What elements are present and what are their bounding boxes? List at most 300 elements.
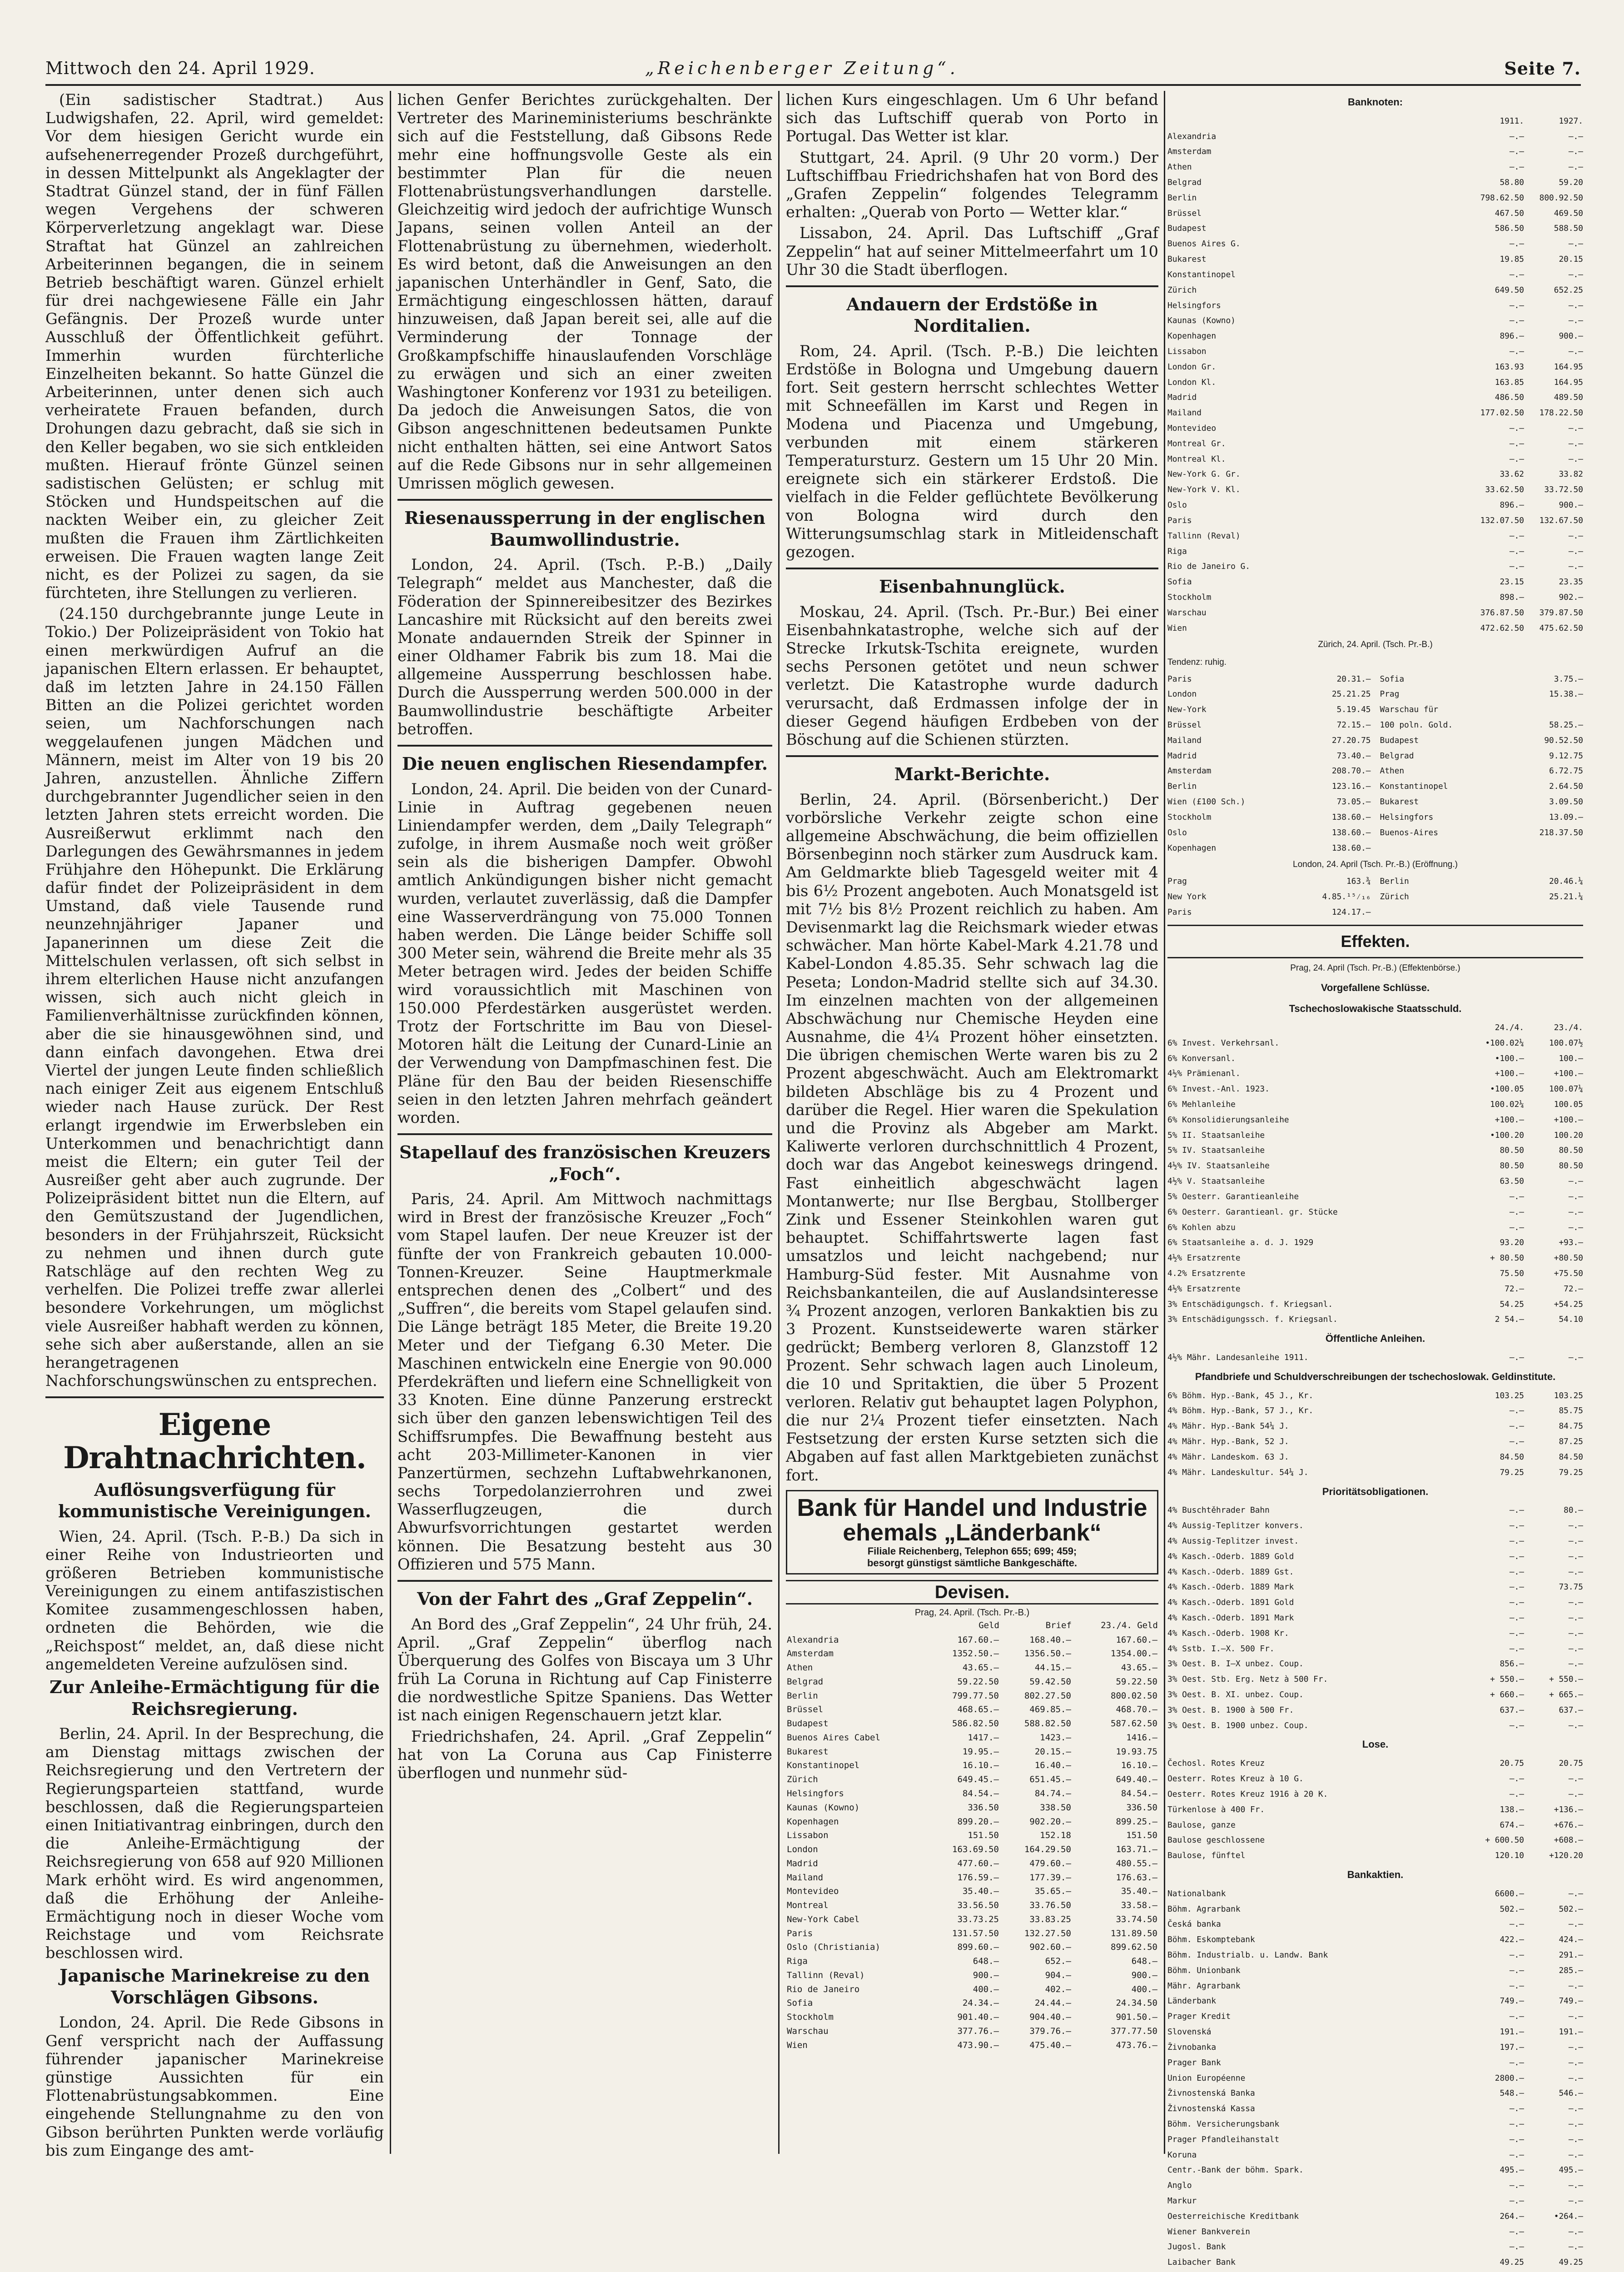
row-value: —.— bbox=[1568, 239, 1583, 249]
devisen-value: 1423.— bbox=[1040, 1732, 1071, 1743]
row-value: —.— bbox=[1509, 162, 1524, 172]
table-row bbox=[1167, 1297, 1583, 1312]
row-value: 33.82 bbox=[1559, 469, 1583, 479]
row-label: New York bbox=[1167, 892, 1207, 902]
devisen-value: 20.15.— bbox=[1034, 1746, 1071, 1757]
pfandbriefe-list bbox=[1167, 1388, 1583, 1480]
banknoten-header: 1911. bbox=[1500, 116, 1524, 126]
devisen-header: Brief bbox=[1045, 1620, 1072, 1630]
article-paragraph: (24.150 durchgebrannte junge Leute in Tokio.) Der Polizeipräsident von Tokio hat einen merkwürdigen Aufruf an die japanischen Eltern erlassen. Er behauptet, daß im letzten Jahre in 24.150 Fällen Bitten an die Polizei gerichtet worden seien, um Nachforschungen nach weggelaufenen jungen Mädchen und Männern, meist im Alter von 19 bis 20 Jahren, anzustellen. Ähnliche Ziffern durchgebrannter Jugendlicher seien in den letzten Jahren stets erreicht worden. Die Ausreißerwut erklimmt nach den Darlegungen des Gewährsmannes in jedem Frühjahre den Höhepunkt. Die Erklärung dafür findet der Polizeipräsident in dem Umstand, daß viele Tausende rund neunzehnjähriger Japaner und Japanerinnen um diese Zeit die Mittelschulen verlassen, oft sich selbst in ihrem elterlichen Hause nicht anzufangen wissen, sich auch nicht gleich in Familienverhältnisse zurückfinden können, aber die sie hinausgewöhnen sind, und dann einfach davongehen. Etwa drei Viertel der jungen Leute finden schließlich nach einiger Zeit aus eigenem Entschluß wieder nach Hause zurück. Der Rest erlangt irgendwie im Erwerbsleben ein Unterkommen und benachrichtigt dann meist die Eltern; ein guter Teil der Ausreißer geht aber auch zugrunde. Der Polizeipräsident bittet nun die Eltern, auf den Gemütszustand der Jugendlichen, besonders in der Frühjahrszeit, Rücksicht zu nehmen und ihnen durch gute Ratschläge auf den rechten Weg zu verhelfen. Die Polizei treffe zwar allerlei besondere Vorkehrungen, um möglichst viele Ausreißer habhaft werden zu können, sehe sich aber außerstande, allen an sie herangetragenen Nachforschungswünschen zu entsprechen. bbox=[45, 605, 384, 1390]
bank-ad-contact: Filiale Reichenberg, Telephon 655; 699; 459; bbox=[867, 1545, 1077, 1557]
row-value: —.— bbox=[1509, 1353, 1524, 1363]
table-row bbox=[1167, 1450, 1583, 1465]
row-label: Paris bbox=[1167, 515, 1192, 525]
devisen-currency: Oslo (Christiania) bbox=[787, 1942, 880, 1953]
row-value: 84.50 bbox=[1559, 1452, 1583, 1462]
row-value: —.— bbox=[1568, 546, 1583, 556]
row-value: 120.10 bbox=[1495, 1851, 1524, 1861]
row-value: —.— bbox=[1509, 316, 1524, 326]
row-value: —.— bbox=[1509, 2058, 1524, 2068]
row-value: —.— bbox=[1509, 1521, 1524, 1531]
devisen-title: Devisen. bbox=[786, 1580, 1158, 1604]
row-value: 3.75.— bbox=[1554, 674, 1583, 684]
table-row bbox=[1167, 1963, 1583, 1978]
devisen-value: 902.20.— bbox=[1029, 1816, 1071, 1827]
row-value: —.— bbox=[1568, 1521, 1583, 1531]
row-value: —.— bbox=[1509, 546, 1524, 556]
row-value: 20.75 bbox=[1559, 1759, 1583, 1769]
table-row bbox=[1167, 2209, 1583, 2224]
row-value: •100.05 bbox=[1490, 1084, 1524, 1094]
devisen-currency: New-York Cabel bbox=[787, 1914, 860, 1924]
row-label: 4% Kasch.-Oderb. 1889 Gst. bbox=[1167, 1567, 1294, 1577]
row-value: 58.80 bbox=[1500, 178, 1524, 188]
row-value: 749.— bbox=[1559, 1996, 1583, 2006]
zurich-list bbox=[1167, 672, 1583, 856]
row-value: —.— bbox=[1509, 2150, 1524, 2160]
row-value: 2.64.50 bbox=[1549, 782, 1583, 792]
devisen-value: 900.— bbox=[973, 1970, 999, 1980]
devisen-row bbox=[786, 1633, 1158, 1647]
row-label: Sofia bbox=[1380, 674, 1405, 684]
row-value: 749.— bbox=[1500, 1996, 1524, 2006]
devisen-value: 163.71.— bbox=[1116, 1844, 1157, 1855]
row-label: 3% Oest. B. 1900 unbez. Coup. bbox=[1167, 1720, 1309, 1730]
table-row bbox=[1167, 794, 1583, 810]
row-value: 103.25 bbox=[1554, 1390, 1583, 1400]
row-value: 6600.— bbox=[1495, 1888, 1524, 1898]
row-label: 3% Entschädigungsch. f. Kriegsanl. bbox=[1167, 1299, 1333, 1309]
table-row bbox=[1167, 2055, 1583, 2071]
devisen-currency: Buenos Aires Cabel bbox=[787, 1732, 880, 1743]
table-row bbox=[1167, 375, 1583, 390]
row-value: 80.50 bbox=[1559, 1161, 1583, 1171]
devisen-value: 899.20.— bbox=[957, 1816, 999, 1827]
table-row bbox=[1167, 482, 1583, 498]
row-value: 90.52.50 bbox=[1544, 735, 1583, 745]
article-paragraph: Lissabon, 24. April. Das Luftschiff „Graf Zeppelin“ hat auf seiner Mittelmeerfahrt um 10 Uhr 30 die Stadt überflogen. bbox=[786, 224, 1158, 279]
row-value: —.— bbox=[1509, 1582, 1524, 1592]
row-value: —.— bbox=[1568, 531, 1583, 541]
devisen-value: 904.40.— bbox=[1029, 2012, 1071, 2023]
devisen-value: 163.69.50 bbox=[952, 1844, 999, 1855]
row-label: Berlin bbox=[1380, 877, 1409, 887]
row-label: Stockholm bbox=[1167, 812, 1212, 822]
table-row bbox=[1167, 1610, 1583, 1626]
london-title: London, 24. April (Tsch. Pr.-B.) (Eröffnung.) bbox=[1293, 860, 1458, 870]
row-label: Markur bbox=[1167, 2196, 1197, 2206]
row-value: 132.07.50 bbox=[1480, 515, 1524, 525]
staatsschuld-list bbox=[1167, 1036, 1583, 1327]
row-value: 291.— bbox=[1559, 1950, 1583, 1960]
row-value: 84.75 bbox=[1559, 1421, 1583, 1431]
row-value: +100.— bbox=[1554, 1115, 1583, 1125]
table-row bbox=[1167, 390, 1583, 405]
row-value: —.— bbox=[1568, 316, 1583, 326]
article-paragraph: lichen Kurs eingeschlagen. Um 6 Uhr befand sich das Luftschiff querab von Porto in Portugal. Das Wetter ist klar. bbox=[786, 91, 1158, 145]
row-value: —.— bbox=[1568, 1888, 1583, 1898]
bank-ad-title: Bank für Handel und Industrie bbox=[797, 1494, 1147, 1521]
row-value: —.— bbox=[1509, 2119, 1524, 2129]
devisen-value: 16.10.— bbox=[1121, 1760, 1157, 1771]
article-heading: Riesenaussperrung in der englischen Baumwollindustrie. bbox=[404, 508, 765, 550]
devisen-value: 84.54.— bbox=[962, 1789, 999, 1799]
row-label: Union Européenne bbox=[1167, 2073, 1246, 2083]
devisen-value: 43.65.— bbox=[1121, 1663, 1157, 1673]
row-label: 4% Buschtěhrader Bahn bbox=[1167, 1505, 1270, 1515]
row-label: Berlin bbox=[1167, 782, 1197, 792]
table-row bbox=[1167, 436, 1583, 452]
row-label: 4% Kasch.-Oderb. 1908 Kr. bbox=[1167, 1628, 1289, 1638]
row-value: 23.15 bbox=[1500, 577, 1524, 587]
devisen-value: 164.29.50 bbox=[1024, 1844, 1071, 1855]
row-label: 100 poln. Gold. bbox=[1380, 720, 1453, 730]
table-row bbox=[1167, 1158, 1583, 1174]
row-label: Jugosl. Bank bbox=[1167, 2242, 1226, 2252]
row-label: 4½% Mähr. Landesanleihe 1911. bbox=[1167, 1353, 1309, 1363]
row-label: 4½% Ersatzrente bbox=[1167, 1284, 1241, 1294]
devisen-currency: Berlin bbox=[787, 1690, 818, 1701]
row-label: Wien (£100 Sch.) bbox=[1167, 797, 1246, 807]
row-value: —.— bbox=[1568, 2227, 1583, 2237]
table-row bbox=[1167, 779, 1583, 794]
row-value: 495.— bbox=[1500, 2165, 1524, 2175]
row-value: —.— bbox=[1509, 1981, 1524, 1991]
row-value: —.— bbox=[1568, 2073, 1583, 2083]
devisen-row bbox=[786, 1898, 1158, 1913]
row-label: New-York V. Kl. bbox=[1167, 485, 1241, 495]
devisen-value: 899.25.— bbox=[1116, 1816, 1157, 1827]
row-value: —.— bbox=[1568, 131, 1583, 141]
row-label: Warschau für bbox=[1380, 705, 1438, 715]
row-value: 19.85 bbox=[1500, 254, 1524, 264]
row-label: 6% Konversanl. bbox=[1167, 1053, 1236, 1063]
table-row bbox=[1167, 2101, 1583, 2117]
devisen-table bbox=[786, 1618, 1158, 2053]
row-value: 79.25 bbox=[1559, 1467, 1583, 1477]
row-label: 5% II. Staatsanleihe bbox=[1167, 1130, 1265, 1140]
devisen-currency: Stockholm bbox=[787, 2012, 834, 2023]
devisen-value: 33.76.50 bbox=[1029, 1900, 1071, 1911]
row-label: Sofia bbox=[1167, 577, 1192, 587]
devisen-value: 468.70.— bbox=[1116, 1704, 1157, 1715]
row-value: 896.— bbox=[1500, 331, 1524, 341]
table-row bbox=[1167, 498, 1583, 513]
row-label: 3% Oest. B. I—X unbez. Coup. bbox=[1167, 1659, 1304, 1669]
devisen-currency: Sofia bbox=[787, 1998, 813, 2008]
row-value: 548.— bbox=[1500, 2088, 1524, 2098]
row-label: 4½% Prämienanl. bbox=[1167, 1069, 1241, 1079]
row-value: —.— bbox=[1568, 1353, 1583, 1363]
devisen-value: 902.60.— bbox=[1029, 1942, 1071, 1953]
banknoten-header-row bbox=[1167, 114, 1583, 129]
row-label: Wiener Bankverein bbox=[1167, 2227, 1250, 2237]
row-value: 33.62 bbox=[1500, 469, 1524, 479]
table-row bbox=[1167, 1534, 1583, 1549]
table-row bbox=[1167, 1081, 1583, 1097]
row-value: 20.15 bbox=[1559, 254, 1583, 264]
row-value: —.— bbox=[1509, 147, 1524, 157]
devisen-currency: Wien bbox=[787, 2040, 808, 2050]
row-label: 3% Entschädigungssch. f. Kriegsanl. bbox=[1167, 1315, 1338, 1325]
row-label: Belgrad bbox=[1167, 178, 1202, 188]
header-page-number: Seite 7. bbox=[1504, 58, 1581, 79]
table-row bbox=[1167, 1902, 1583, 1917]
row-value: 59.20 bbox=[1559, 178, 1583, 188]
row-value: —.— bbox=[1509, 1950, 1524, 1960]
row-value: —.— bbox=[1509, 2242, 1524, 2252]
row-value: —.— bbox=[1509, 1406, 1524, 1416]
devisen-row bbox=[786, 1647, 1158, 1661]
row-label: Wien bbox=[1167, 623, 1187, 633]
article-paragraph: Paris, 24. April. Am Mittwoch nachmittags wird in Brest der französische Kreuzer „Foch“ vom Stapel laufen. Der neue Kreuzer ist der fünfte der von Frankreich gebauten 10.000-Tonnen-Kreuzer. Seine Hauptmerkmale entsprechen denen des „Colbert“ und des „Suffren“, die bereits vom Stapel gelaufen sind. Die Länge beträgt 185 Meter, die Breite 19.20 Meter und der Tiefgang 6.30 Meter. Die Maschinen entwickeln eine Energie von 90.000 Pferdekräften und liefern eine Schnelligkeit von 33 Knoten. Eine dünne Panzerung erstreckt sich über den ganzen lebenswichtigen Teil des Schiffsrumpfes. Die Bewaffnung besteht aus acht 203-Millimeter-Kanonen in vier Panzertürmen, sechzehn Luftabwehrkanonen, sechs Torpedolanzierrohren und zwei Wasserflugzeugen, die durch Abwurfsvorrichtungen gestartet werden können. Die Besatzung besteht aus 30 Offizieren und 575 Mann. bbox=[397, 1190, 772, 1573]
devisen-value: 475.40.— bbox=[1029, 2040, 1071, 2050]
row-label: 4½% IV. Staatsanleihe bbox=[1167, 1161, 1270, 1171]
table-row bbox=[1167, 1948, 1583, 1963]
devisen-currency: Lissabon bbox=[787, 1830, 829, 1841]
row-value: —.— bbox=[1568, 438, 1583, 448]
table-row bbox=[1167, 1687, 1583, 1703]
table-section-heading: Pfandbriefe und Schuldverschreibungen der tschechoslowak. Geldinstitute. bbox=[1195, 1370, 1556, 1382]
devisen-value: 400.— bbox=[1131, 1984, 1157, 1994]
row-value: —.— bbox=[1568, 1176, 1583, 1186]
table-row bbox=[1167, 1718, 1583, 1734]
row-value: 649.50 bbox=[1495, 285, 1524, 295]
row-value bbox=[1524, 2270, 1583, 2272]
row-label: 4% Sstb. I.—X. 500 Fr. bbox=[1167, 1644, 1275, 1654]
table-row bbox=[1167, 1220, 1583, 1236]
effekten-subheading: Vorgefallene Schlüsse. bbox=[1321, 982, 1430, 994]
devisen-value: 33.74.50 bbox=[1116, 1914, 1157, 1924]
row-label: Brüssel bbox=[1167, 720, 1202, 730]
devisen-row bbox=[786, 1983, 1158, 1997]
devisen-currency: Kopenhagen bbox=[787, 1816, 839, 1827]
row-label: Paris bbox=[1167, 674, 1192, 684]
row-label: Bukarest bbox=[1380, 797, 1419, 807]
row-label: Paris bbox=[1167, 907, 1192, 917]
row-value: 100.05 bbox=[1554, 1100, 1583, 1110]
row-value: —.— bbox=[1509, 1421, 1524, 1431]
row-label: Kaunas (Kowno) bbox=[1167, 316, 1236, 326]
article-paragraph: London, 24. April. Die Rede Gibsons in Genf verspricht nach der Auffassung führender japanischer Marinekreise günstige Aussichten für ein Flottenabrüstungsabkommen. Eine eingehende Stellungnahme zu den von Gibson berührten Punkten werde vorläufig bis zum Eingange des amt- bbox=[45, 2013, 384, 2159]
row-value: 80.— bbox=[1564, 1505, 1583, 1515]
row-value: 191.— bbox=[1500, 2027, 1524, 2037]
row-label: Helsingfors bbox=[1167, 300, 1221, 310]
row-label: 3% Oest. B. 1900 à 500 Fr. bbox=[1167, 1705, 1294, 1715]
devisen-value: 1354.00.— bbox=[1111, 1649, 1157, 1659]
row-value: —.— bbox=[1509, 1613, 1524, 1623]
separator bbox=[397, 1580, 772, 1582]
table-row bbox=[1167, 717, 1583, 733]
row-label: 6% Oesterr. Garantieanl. gr. Stücke bbox=[1167, 1207, 1338, 1217]
row-label: 4% Kasch.-Oderb. 1891 Gold bbox=[1167, 1598, 1294, 1608]
row-label: Böhm. Industrialb. u. Landw. Bank bbox=[1167, 1950, 1328, 1960]
row-value: —.— bbox=[1568, 1613, 1583, 1623]
row-value: —.— bbox=[1509, 1919, 1524, 1929]
devisen-value: 131.57.50 bbox=[952, 1928, 999, 1938]
row-value bbox=[1515, 702, 1583, 717]
table-row bbox=[1167, 763, 1583, 779]
row-value: —.— bbox=[1568, 162, 1583, 172]
row-label: Mähr. Agrarbank bbox=[1167, 1981, 1241, 1991]
banknoten-title: Banknoten: bbox=[1348, 96, 1403, 108]
row-value: 75.50 bbox=[1500, 1268, 1524, 1278]
row-label: Prager Pfandleihanstalt bbox=[1167, 2134, 1280, 2144]
row-value: 73.75 bbox=[1559, 1582, 1583, 1592]
row-value: —.— bbox=[1568, 1981, 1583, 1991]
row-value: —.— bbox=[1568, 2181, 1583, 2191]
row-value: +75.50 bbox=[1554, 1268, 1583, 1278]
row-value: 100.02¼ bbox=[1490, 1100, 1524, 1110]
row-label: Madrid bbox=[1167, 393, 1197, 403]
table-row bbox=[1167, 144, 1583, 159]
table-row bbox=[1167, 1112, 1583, 1128]
devisen-value: 802.27.50 bbox=[1024, 1690, 1071, 1701]
row-value: 100.— bbox=[1559, 1053, 1583, 1063]
devisen-value: 379.76.— bbox=[1029, 2026, 1071, 2037]
row-value: —.— bbox=[1568, 1567, 1583, 1577]
row-label: Prag bbox=[1167, 877, 1187, 887]
devisen-row bbox=[786, 1996, 1158, 2010]
devisen-row bbox=[786, 1661, 1158, 1675]
article-heading: Zur Anleihe-Ermächtigung für die Reichsregierung. bbox=[50, 1677, 380, 1719]
row-value: 495.— bbox=[1559, 2165, 1583, 2175]
devisen-value: 652.— bbox=[1045, 1956, 1071, 1967]
table-row bbox=[1167, 2086, 1583, 2101]
table-row bbox=[1167, 2147, 1583, 2163]
row-label: Brüssel bbox=[1167, 208, 1202, 218]
effekten-subtitle: Prag, 24. April (Tsch. Pr.-B.) (Effektenbörse.) bbox=[1290, 963, 1460, 973]
separator bbox=[786, 285, 1158, 287]
table-row bbox=[1167, 1818, 1583, 1833]
row-value: 2800.— bbox=[1495, 2073, 1524, 2083]
devisen-value: 59.22.50 bbox=[957, 1676, 999, 1687]
row-value: 898.— bbox=[1500, 592, 1524, 602]
table-row bbox=[1167, 1235, 1583, 1251]
devisen-value: 177.39.— bbox=[1029, 1872, 1071, 1883]
devisen-value: 167.60.— bbox=[1116, 1634, 1157, 1645]
table-row bbox=[1167, 1703, 1583, 1718]
row-value: 5.19.45 bbox=[1336, 705, 1371, 715]
table-row bbox=[1167, 2040, 1583, 2055]
devisen-value: 800.02.50 bbox=[1111, 1690, 1157, 1701]
devisen-value: 480.55.— bbox=[1116, 1858, 1157, 1868]
row-value: 103.25 bbox=[1495, 1390, 1524, 1400]
table-row bbox=[1167, 129, 1583, 144]
table-row bbox=[1167, 1281, 1583, 1297]
row-label: 4% Mähr. Hyp.-Bank 54¼ J. bbox=[1167, 1421, 1289, 1431]
row-value: •100.02¼ bbox=[1485, 1038, 1524, 1048]
row-label: 6% Staatsanleihe a. d. J. 1929 bbox=[1167, 1238, 1314, 1248]
row-value: —.— bbox=[1509, 239, 1524, 249]
row-label: 4.2% Ersatzrente bbox=[1167, 1268, 1246, 1278]
row-label: Böhm. Versicherungsbank bbox=[1167, 2119, 1280, 2129]
column-rule bbox=[390, 91, 391, 2154]
row-value: 79.25 bbox=[1500, 1467, 1524, 1477]
table-row bbox=[1167, 702, 1583, 717]
row-value bbox=[1515, 841, 1583, 856]
row-value: 4.85.¹⁵⁄₁₆ bbox=[1322, 892, 1371, 902]
table-row bbox=[1167, 329, 1583, 344]
devisen-row bbox=[786, 1968, 1158, 1983]
devisen-currency: Konstantinopel bbox=[787, 1760, 860, 1771]
row-label: 6% Invest. Verkehrsanl. bbox=[1167, 1038, 1280, 1048]
row-value: 798.62.50 bbox=[1480, 193, 1524, 203]
row-label: Buenos Aires G. bbox=[1167, 239, 1241, 249]
row-value: —.— bbox=[1568, 1659, 1583, 1669]
table-row bbox=[1167, 1097, 1583, 1112]
row-value: 49.25 bbox=[1500, 2257, 1524, 2267]
row-label: Baulose, ganze bbox=[1167, 1820, 1236, 1830]
row-value: 80.50 bbox=[1500, 1161, 1524, 1171]
row-value: —.— bbox=[1568, 1789, 1583, 1799]
row-value: 588.50 bbox=[1554, 224, 1583, 234]
table-row bbox=[1167, 298, 1583, 314]
row-label: Oesterr. Rotes Kreuz à 10 G. bbox=[1167, 1774, 1304, 1784]
row-label: New-York bbox=[1167, 705, 1207, 715]
row-value: —.— bbox=[1568, 1598, 1583, 1608]
row-value: 20.75 bbox=[1500, 1759, 1524, 1769]
devisen-value: 587.62.50 bbox=[1111, 1719, 1157, 1729]
devisen-currency: Zürich bbox=[787, 1774, 818, 1785]
table-row bbox=[1167, 1595, 1583, 1610]
table-row bbox=[1167, 621, 1583, 636]
row-label: Stockholm bbox=[1167, 592, 1212, 602]
table-row bbox=[1167, 1143, 1583, 1158]
row-label: Konstantinopel bbox=[1380, 782, 1448, 792]
devisen-value: 168.40.— bbox=[1029, 1634, 1071, 1645]
row-value: + 600.50 bbox=[1485, 1835, 1524, 1845]
row-value: 379.87.50 bbox=[1539, 608, 1583, 618]
devisen-currency: Budapest bbox=[787, 1719, 829, 1729]
row-value: +608.— bbox=[1554, 1835, 1583, 1845]
devisen-currency: London bbox=[787, 1844, 818, 1855]
devisen-row bbox=[786, 1801, 1158, 1815]
row-value: 652.25 bbox=[1554, 285, 1583, 295]
row-label: Böhm. Unionbank bbox=[1167, 1965, 1241, 1975]
row-label: Laibacher Bank bbox=[1167, 2257, 1236, 2267]
row-value: —.— bbox=[1509, 2196, 1524, 2206]
row-value: 902.— bbox=[1559, 592, 1583, 602]
devisen-row bbox=[786, 2010, 1158, 2024]
devisen-value: 151.50 bbox=[1126, 1830, 1157, 1841]
article-paragraph: An Bord des „Graf Zeppelin“, 24 Uhr früh, 24. April. „Graf Zeppelin“ überflog nach Überquerung des Golfes von Biscaya um 3 Uhr früh La Coruna in Richtung auf Cap Finisterre die nordwestliche Spitze Spaniens. Das Wetter ist nach einigen Regenschauern jetzt klar. bbox=[397, 1615, 772, 1724]
row-value: 546.— bbox=[1559, 2088, 1583, 2098]
table-row bbox=[1167, 405, 1583, 421]
row-label: 4% Aussig-Teplitzer konvers. bbox=[1167, 1521, 1304, 1531]
row-label: Nationalbank bbox=[1167, 1888, 1226, 1898]
row-value: 164.95 bbox=[1554, 362, 1583, 372]
row-value: + 665.— bbox=[1549, 1690, 1583, 1700]
devisen-value: 59.22.50 bbox=[1116, 1676, 1157, 1687]
devisen-currency: Belgrad bbox=[787, 1676, 824, 1687]
table-row bbox=[1167, 2224, 1583, 2240]
devisen-value: 468.65.— bbox=[957, 1704, 999, 1715]
row-label: Mailand bbox=[1167, 735, 1202, 745]
row-label: New-York G. Gr. bbox=[1167, 469, 1241, 479]
table-row bbox=[1167, 574, 1583, 590]
row-label: 6% Böhm. Hyp.-Bank, 45 J., Kr. bbox=[1167, 1390, 1314, 1400]
row-value: 80.50 bbox=[1500, 1146, 1524, 1156]
table-row bbox=[1167, 159, 1583, 175]
row-label: Warschau bbox=[1167, 608, 1207, 618]
devisen-value: 799.77.50 bbox=[952, 1690, 999, 1701]
column-4-financial bbox=[1167, 91, 1583, 2267]
row-label: 3% Oest. Stb. Erg. Netz à 500 Fr. bbox=[1167, 1674, 1328, 1684]
row-value: 93.20 bbox=[1500, 1238, 1524, 1248]
devisen-value: 43.65.— bbox=[962, 1663, 999, 1673]
article-heading: Japanische Marinekreise zu den Vorschlägen Gibsons. bbox=[60, 1965, 370, 2008]
